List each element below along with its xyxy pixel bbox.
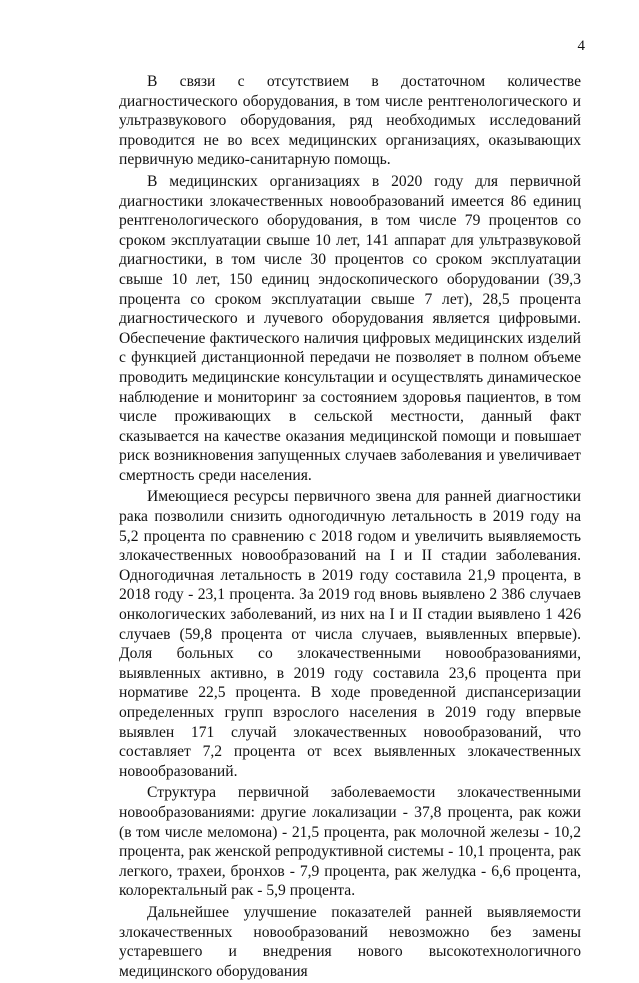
paragraph-early-diagnostics: Имеющиеся ресурсы первичного звена для ранней диагностики рака позволили снизить одногодичную летальность в 2019 году на 5,2 процента по сравнению с 2018 годом и увеличить выявляемость злокачественных новообразований на I и II стадии заболевания. Одногодичная летальность в 2019 году составила 21,9 процента, в 2018 году - 23,1 процента. За 2019 год вновь выявлено 2 386 случаев онкологических заболеваний, из них на I и II стадии выявлено 1 426 случаев (59,8 процента от числа случаев, выявленных впервые). Доля больных со злокачественными новообразованиями, выявленных активно, в 2019 году составила 23,6 процента при нормативе 22,5 процента. В ходе проведенной диспансеризации определенных групп взрослого населения в 2019 году впервые выявлен 171 случай злокачественных новообразований, что составляет 7,2 процента от всех выявленных злокачественных новообразований. — [119, 488, 581, 780]
body-text — [119, 72, 581, 983]
paragraph-equipment-shortage: В связи с отсутствием в достаточном количестве диагностического оборудования, в том числе рентгенологического и ультразвукового оборудования, ряд необходимых исследований проводится не во всех медицинских организациях, оказывающих первичную медико-санитарную помощь. — [119, 73, 581, 169]
paragraph-equipment-statistics: В медицинских организациях в 2020 году для первичной диагностики злокачественных новообразований имеется 86 единиц рентгенологического оборудования, в том числе 79 процентов со сроком эксплуатации свыше 10 лет, 141 аппарат для ультразвуковой диагностики, в том числе 30 процентов со сроком эксплуатации свыше 10 лет, 150 единиц эндоскопического оборудовании (39,3 процента со сроком эксплуатации свыше 7 лет), 28,5 процента диагностического и лучевого оборудования является цифровыми. Обеспечение фактического наличия цифровых медицинских изделий с функцией дистанционной передачи не позволяет в полном объеме проводить медицинские консультации и осуществлять динамическое наблюдение и мониторинг за состоянием здоровья пациентов, в том числе проживающих в сельской местности, данный факт сказывается на качестве оказания медицинской помощи и повышает риск возникновения запущенных случаев заболевания и увеличивает смертность среди населения. — [119, 172, 581, 484]
page-number: 4 — [577, 38, 585, 54]
paragraph-morbidity-structure: Структура первичной заболеваемости злокачественными новообразованиями: другие локализации - 37,8 процента, рак кожи (в том числе меломона) - 21,5 процента, рак молочной железы - 10,2 процента, рак женской репродуктивной системы - 10,1 процента, рак легкого, трахеи, бронхов - 7,9 процента, рак желудка - 6,6 процента, колоректальный рак - 5,9 процента. — [119, 784, 581, 900]
paragraph-further-improvement: Дальнейшее улучшение показателей ранней выявляемости злокачественных новообразований невозможно без замены устаревшего и внедрения нового высокотехнологичного медицинского оборудования — [119, 903, 581, 980]
